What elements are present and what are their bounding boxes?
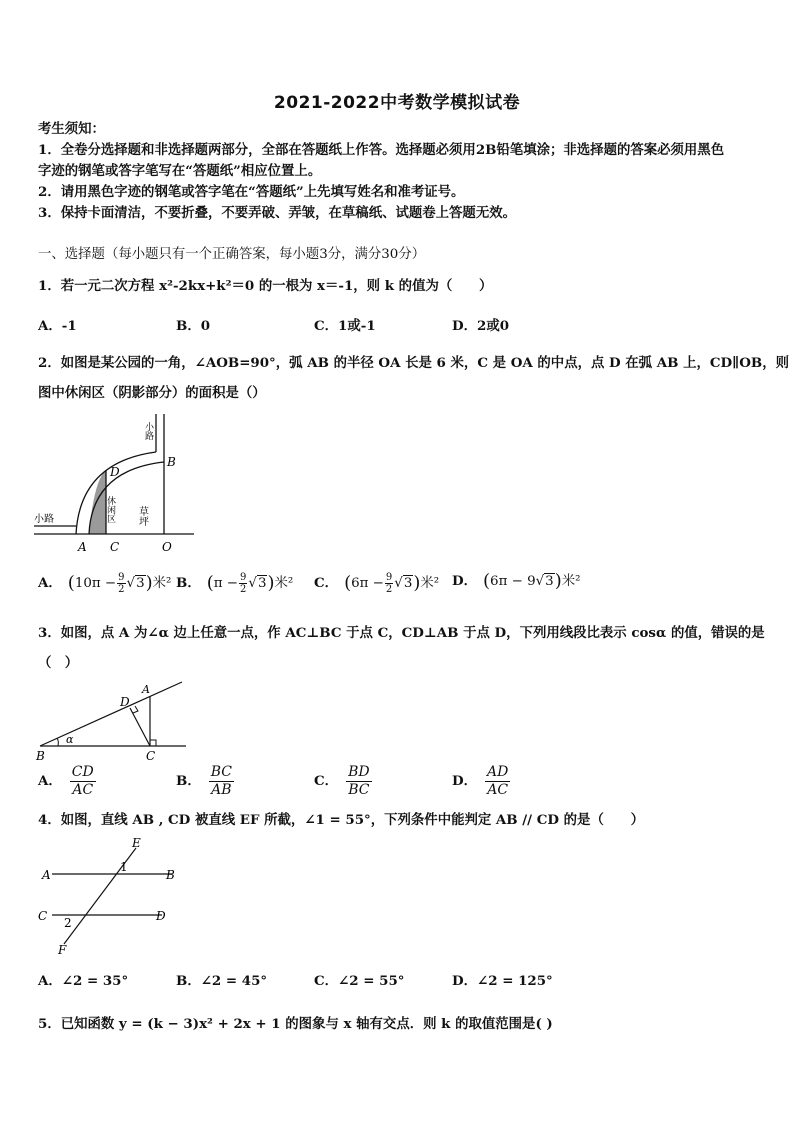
q4-angle-2: 2 [64,916,72,930]
q1-option-d[interactable]: D．2或0 [452,318,510,334]
q4-option-c[interactable]: C．∠2 = 55° [314,973,405,989]
q5-stem: 5．已知函数 y = (k − 3)x² + 2x + 1 的图象与 x 轴有交点．则 k 的取值范围是( ) [38,1016,553,1032]
point-d: D [110,465,120,479]
q4-figure [36,834,186,958]
rest-area-shading [89,470,106,534]
q2-stem-line2: 图中休闲区（阴影部分）的面积是（） [38,385,266,401]
notice-heading: 考生须知： [38,121,105,137]
notice-item-1a: 1．全卷分选择题和非选择题两部分，全部在答题纸上作答。选择题必须用2B铅笔填涂；非选择题的答案必须用黑色 [38,142,725,158]
notice-item-3: 3．保持卡面清洁，不要折叠，不要弄破、弄皱，在草稿纸、试题卷上答题无效。 [38,205,516,221]
q3-point-c: C [146,749,156,763]
q3-figure [36,680,190,764]
q4-option-a[interactable]: A．∠2 = 35° [38,973,129,989]
page-title: 2021-2022中考数学模拟试卷 [273,93,521,113]
q3-angle-alpha: α [66,733,74,746]
section-heading: 一、选择题（每小题只有一个正确答案，每小题3分，满分30分） [38,247,426,262]
rest-area-label: 休闲区 [105,496,115,523]
notice-item-1b: 字迹的钢笔或答字笔写在“答题纸”相应位置上。 [38,163,322,179]
q4-point-e: E [132,836,141,850]
q2-figure [34,410,194,558]
q3-point-a: A [142,683,150,696]
q3-stem-line2: （ ） [38,655,79,671]
q1-option-a[interactable]: A．-1 [38,318,77,334]
road-top-label: 小路 [143,422,153,440]
q3-option-b[interactable]: B． $\frac{BC}{AB}$ [176,764,232,798]
q4-angle-1: 1 [120,860,128,874]
q2-option-a[interactable]: A． (10π − $\frac{9}{2}$ √3)米² [38,572,172,595]
q4-point-a: A [42,868,51,882]
q3-option-d[interactable]: D． $\frac{AD}{AC}$ [452,764,509,798]
q2-option-b[interactable]: B． (π − $\frac{9}{2}$ √3)米² [176,572,294,595]
q4-point-b: B [166,868,175,882]
q2-option-d[interactable]: D． (6π − 9√3)米² [452,570,581,592]
q4-option-b[interactable]: B．∠2 = 45° [176,973,268,989]
q1-stem: 1．若一元二次方程 x²-2kx+k²＝0 的一根为 x＝-1，则 k 的值为（ ） [38,278,493,294]
lawn-label: 草坪 [136,506,148,526]
q2-option-c[interactable]: C． (6π − $\frac{9}{2}$ √3)米² [314,572,440,595]
point-o: O [162,540,172,554]
q4-point-c: C [38,909,48,923]
q4-option-d[interactable]: D．∠2 = 125° [452,973,553,989]
q4-point-f: F [58,943,67,957]
notice-item-2: 2．请用黑色字迹的钢笔或答字笔在“答题纸”上先填写姓名和准考证号。 [38,184,465,200]
q3-stem-line1: 3．如图，点 A 为∠α 边上任意一点，作 AC⊥BC 于点 C，CD⊥AB 于点 D，下列用线段比表示 cosα 的值，错误的是 [38,625,765,641]
q3-option-c[interactable]: C． $\frac{BD}{BC}$ [314,764,370,798]
point-b: B [167,455,176,469]
q4-point-d: D [156,909,166,923]
q3-option-a[interactable]: A． $\frac{CD}{AC}$ [38,764,94,798]
q1-option-b[interactable]: B．0 [176,318,211,334]
q2-stem-line1: 2．如图是某公园的一角，∠AOB=90°，弧 AB 的半径 OA 长是 6 米，C 是 OA 的中点，点 D 在弧 AB 上，CD∥OB，则 [38,355,790,371]
road-left-label: 小路 [34,514,54,525]
q3-point-b: B [36,749,45,763]
q4-stem: 4．如图，直线 AB , CD 被直线 EF 所截，∠1 = 55°，下列条件中能判定 AB // CD 的是（ ） [38,812,645,828]
point-a: A [78,540,87,554]
q3-point-d: D [120,695,130,709]
q1-option-c[interactable]: C．1或-1 [314,318,376,334]
point-c: C [110,540,120,554]
